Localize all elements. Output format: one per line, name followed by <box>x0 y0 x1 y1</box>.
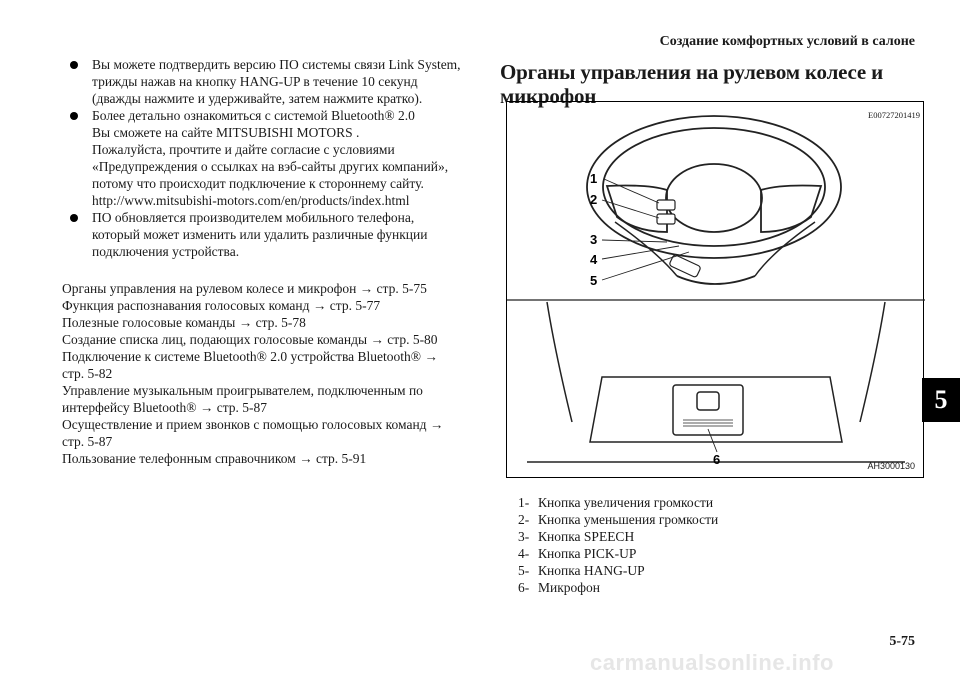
legend-number: 6- <box>518 580 530 595</box>
bullet-item <box>62 56 472 107</box>
microphone-grille <box>683 420 733 426</box>
legend-number: 2- <box>518 512 530 527</box>
legend-text: Кнопка уменьшения громкости <box>538 512 719 527</box>
text-line: Пожалуйста, прочтите и дайте согласие с условиями <box>92 142 395 157</box>
legend-item <box>518 528 718 545</box>
page-number: 5-75 <box>889 634 915 649</box>
reference-line: Создание списка лиц, подающих голосовые команды → стр. 5-80 <box>62 332 438 347</box>
legend-item <box>518 545 718 562</box>
callout-6-leader <box>708 429 717 452</box>
bullet-dot-icon <box>70 61 78 69</box>
legend-text: Кнопка HANG-UP <box>538 563 645 578</box>
legend-number: 3- <box>518 529 530 544</box>
reference-line: стр. 5-82 <box>62 366 113 381</box>
text-line: Вы сможете на сайте MITSUBISHI MOTORS . <box>92 125 360 140</box>
text-line: потому что происходит подключение к стороннему сайту. <box>92 176 424 191</box>
legend-number: 4- <box>518 546 530 561</box>
callout-1: 1 <box>590 171 598 186</box>
figure-legend <box>518 494 718 596</box>
section-title: Органы управления на рулевом колесе и микрофон <box>500 60 883 108</box>
callout-5: 5 <box>590 273 598 288</box>
legend-number: 5- <box>518 563 530 578</box>
reference-line: Подключение к системе Bluetooth® 2.0 устройства Bluetooth® → <box>62 349 438 364</box>
watermark: carmanualsonline.info <box>590 650 834 675</box>
text-line: Более детально ознакомиться с системой Bluetooth® 2.0 <box>92 108 415 123</box>
running-header: Создание комфортных условий в салоне <box>659 34 915 49</box>
text-line: который может изменить или удалить различные функции <box>92 227 428 242</box>
callout-6: 6 <box>713 452 721 467</box>
legend-text: Кнопка увеличения громкости <box>538 495 714 510</box>
text-line: трижды нажав на кнопку HANG-UP в течение 10 секунд <box>92 74 418 89</box>
text-line: (дважды нажмите и удерживайте, затем нажмите кратко). <box>92 91 423 106</box>
reference-line: Функция распознавания голосовых команд → стр. 5-77 <box>62 298 381 313</box>
reference-line: интерфейсу Bluetooth® → стр. 5-87 <box>62 400 268 415</box>
reference-line: стр. 5-87 <box>62 434 113 449</box>
reference-line: Осуществление и прием звонков с помощью голосовых команд → <box>62 417 444 432</box>
bullet-item <box>62 209 472 260</box>
section-code: E00727201419 <box>868 110 920 120</box>
text-line: ПО обновляется производителем мобильного телефона, <box>92 210 415 225</box>
bullet-item <box>62 107 472 209</box>
url-text: http://www.mitsubishi-motors.com/en/products/index.html <box>92 193 410 208</box>
legend-item <box>518 562 718 579</box>
steering-wheel-illustration <box>507 102 925 479</box>
cross-references <box>62 280 472 467</box>
reference-line: Органы управления на рулевом колесе и микрофон → стр. 5-75 <box>62 281 427 296</box>
callout-2: 2 <box>590 192 598 207</box>
left-column <box>62 56 472 467</box>
legend-text: Микрофон <box>538 580 601 595</box>
legend-number: 1- <box>518 495 530 510</box>
bullet-dot-icon <box>70 214 78 222</box>
bullet-list <box>62 56 472 260</box>
overhead-console-drawing <box>527 302 905 462</box>
text-line: подключения устройства. <box>92 244 240 259</box>
callout-4: 4 <box>590 252 598 267</box>
chapter-tab: 5 <box>922 378 960 422</box>
text-line: Вы можете подтвердить версию ПО системы связи Link System, <box>92 57 461 72</box>
legend-item <box>518 494 718 511</box>
reference-line: Управление музыкальным проигрывателем, подключенным по <box>62 383 423 398</box>
legend-item <box>518 511 718 528</box>
reference-line: Пользование телефонным справочником → стр. 5-91 <box>62 451 367 466</box>
bullet-dot-icon <box>70 112 78 120</box>
reference-line: Полезные голосовые команды → стр. 5-78 <box>62 315 306 330</box>
steering-wheel-drawing <box>587 116 841 284</box>
legend-text: Кнопка PICK-UP <box>538 546 637 561</box>
text-line: «Предупреждения о ссылках на вэб-сайты других компаний», <box>92 159 449 174</box>
figure-code: AH3000130 <box>867 461 915 471</box>
legend-text: Кнопка SPEECH <box>538 529 635 544</box>
steering-wheel-figure <box>506 101 924 478</box>
legend-item <box>518 579 718 596</box>
callout-3: 3 <box>590 232 598 247</box>
